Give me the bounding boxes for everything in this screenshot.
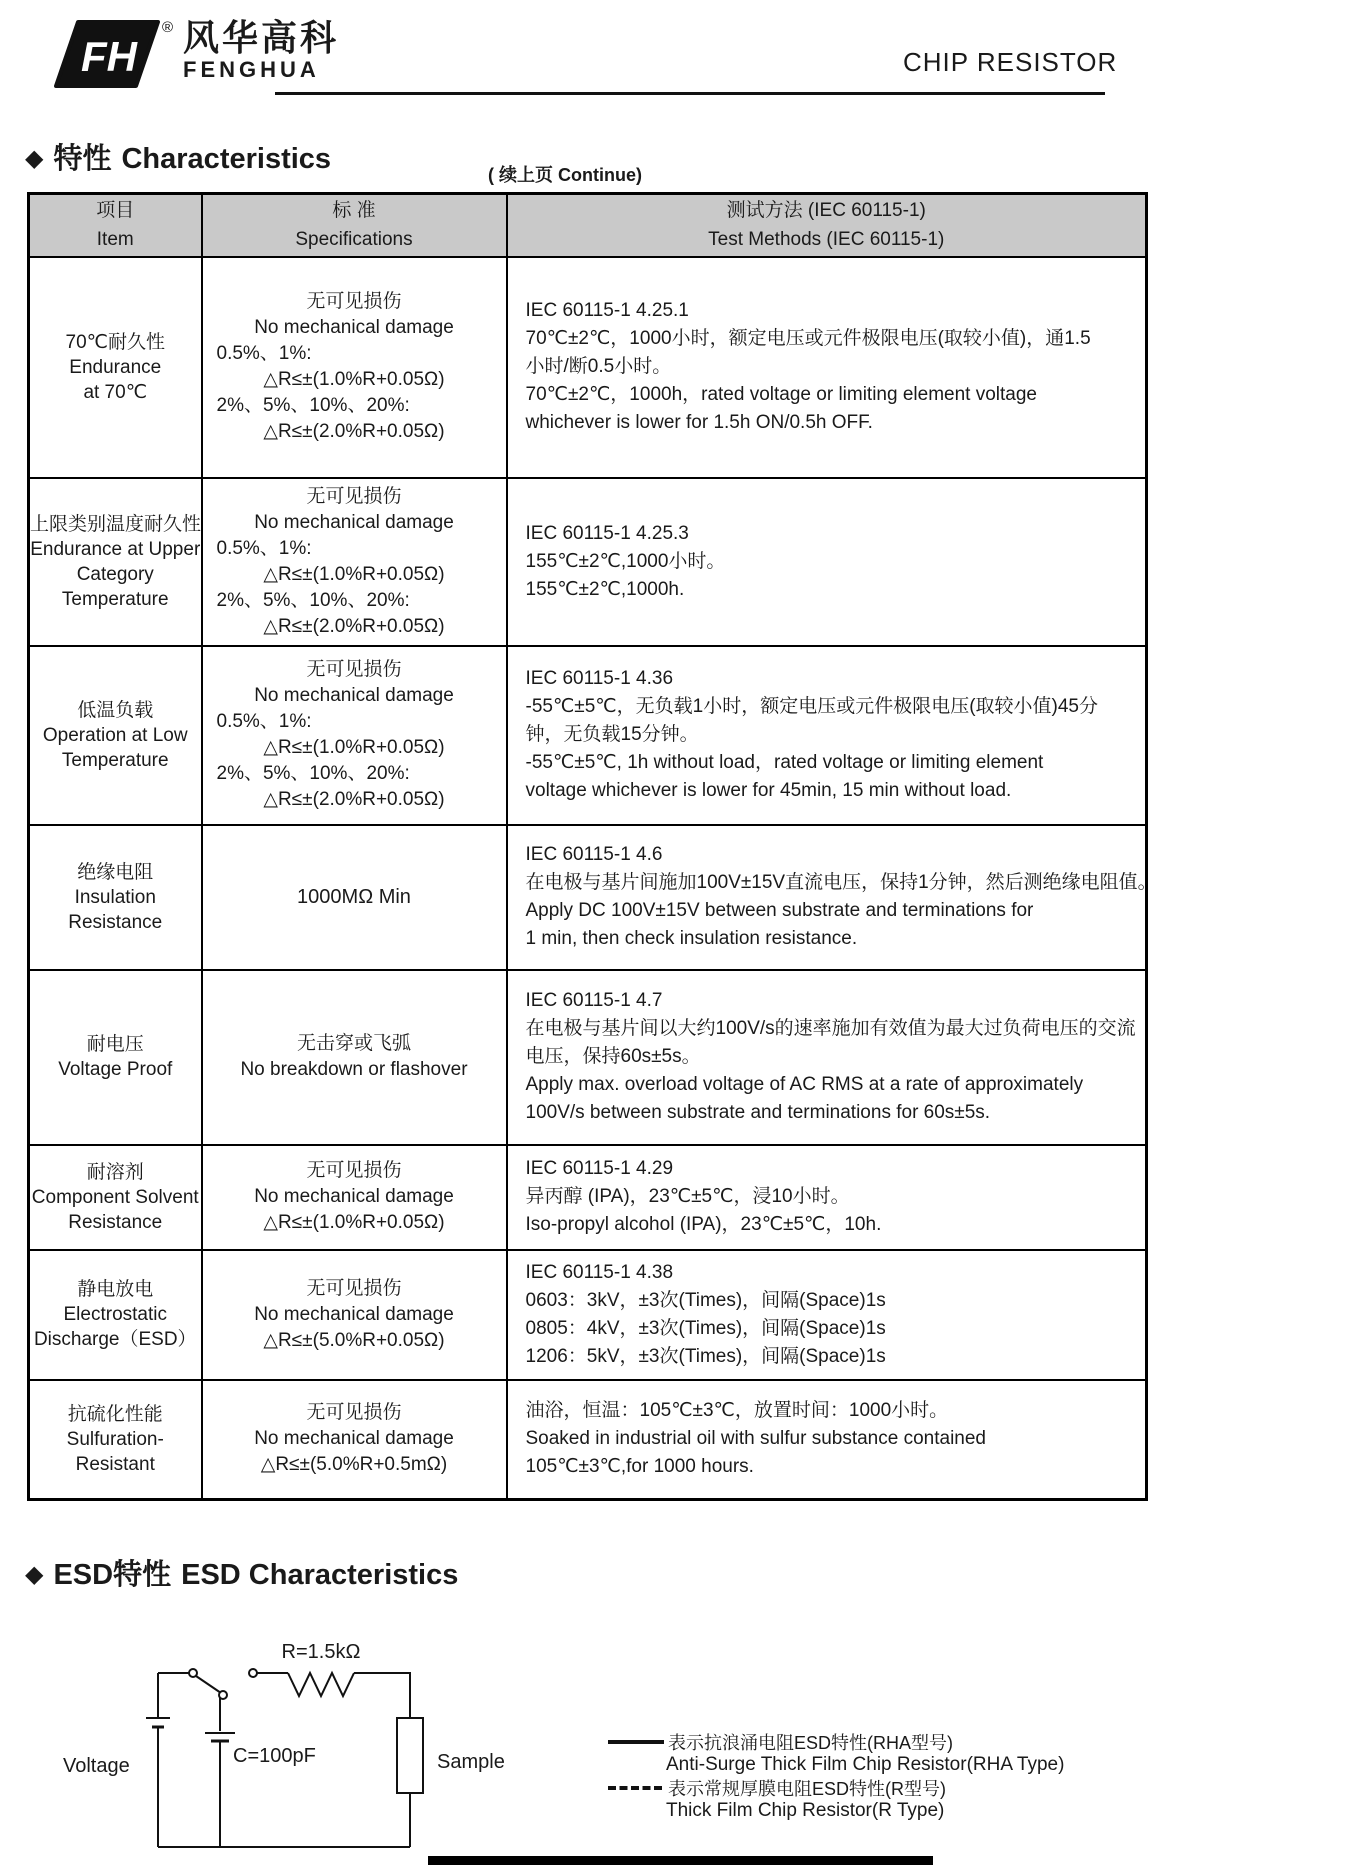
legend-row-dashed <box>608 1776 1168 1799</box>
text-line: 70℃耐久性 <box>65 331 165 353</box>
legend-row-solid-en <box>608 1753 1168 1776</box>
text-line: △R≤±(2.0%R+0.05Ω) <box>263 789 445 810</box>
test-cell <box>507 825 1157 970</box>
table-row <box>29 970 1147 1145</box>
text-line: △R≤±(1.0%R+0.05Ω) <box>263 737 445 758</box>
text-line: 1000MΩ Min <box>297 886 411 908</box>
text-line: Temperature <box>61 588 169 610</box>
test-cell <box>507 478 1147 646</box>
diamond-bullet-icon: ◆ <box>25 145 44 172</box>
text-line: 2%、5%、10%、20%: <box>216 763 410 784</box>
registered-mark-icon: ® <box>162 19 174 36</box>
text-line: △R≤±(1.0%R+0.05Ω) <box>263 563 445 585</box>
text-line: 70℃±2℃，1000h，rated voltage or limiting element voltage <box>525 384 1037 405</box>
brand-name-cn: 风华高科 <box>183 17 340 58</box>
text-line: No mechanical damage <box>254 1186 454 1207</box>
text-line: 在电极与基片间施加100V±15V直流电压，保持1分钟，然后测绝缘电阻值。 <box>525 872 1157 893</box>
text-line: Apply DC 100V±15V between substrate and terminations for <box>525 900 1034 921</box>
legend-row-solid <box>608 1730 1168 1753</box>
resistor-terminal <box>249 1669 257 1677</box>
text-line: △R≤±(1.0%R+0.05Ω) <box>263 1212 445 1233</box>
text-line: Voltage Proof <box>58 1059 173 1080</box>
legend-row-dashed-en <box>608 1799 1168 1822</box>
text-line: Endurance at Upper <box>30 538 201 560</box>
switch-contact <box>219 1691 227 1699</box>
text-line: Iso-propyl alcohol (IPA)，23℃±5℃，10h. <box>525 1214 882 1235</box>
spec-cell <box>202 1250 507 1380</box>
voltage-label: Voltage <box>63 1755 130 1777</box>
text-line: Component Solvent <box>31 1186 199 1208</box>
text-line: Test Methods (IEC 60115-1) <box>708 229 945 251</box>
section-title-en: Characteristics <box>121 143 332 175</box>
spec-cell <box>202 825 507 970</box>
text-line: △R≤±(2.0%R+0.05Ω) <box>263 615 445 637</box>
text-line: 低温负载 <box>77 699 154 721</box>
text-line: 小时/断0.5小时。 <box>525 356 672 377</box>
esd-section-title <box>25 1552 458 1593</box>
test-cell <box>507 257 1147 478</box>
test-cell <box>507 646 1147 825</box>
text-line: Apply max. overload voltage of AC RMS at a rate of approximately <box>525 1074 1084 1095</box>
sample-box <box>397 1718 423 1793</box>
text-line: Electrostatic <box>63 1304 167 1325</box>
text-line: △R≤±(2.0%R+0.05Ω) <box>263 421 445 442</box>
text-line: 标 准 <box>332 200 376 222</box>
text-line: 0603：3kV，±3次(Times)，间隔(Space)1s <box>525 1289 886 1311</box>
text-line: Resistant <box>75 1453 155 1475</box>
text-line: No mechanical damage <box>254 685 454 706</box>
characteristics-section-title <box>25 136 331 177</box>
continue-note: ( 续上页 Continue) <box>488 165 642 185</box>
test-cell <box>507 970 1147 1145</box>
text-line: 1206：5kV，±3次(Times)，间隔(Space)1s <box>525 1345 886 1367</box>
text-line: △R≤±(5.0%R+0.05Ω) <box>263 1329 445 1351</box>
text-line: -55℃±5℃, 1h without load，rated voltage or limiting element <box>525 752 1044 773</box>
legend-text-en: Thick Film Chip Resistor(R Type) <box>666 1799 945 1821</box>
text-line: IEC 60115-1 4.36 <box>525 668 674 689</box>
section-title-cn: 特性 <box>53 143 112 175</box>
text-line: Category <box>76 563 154 585</box>
text-line: IEC 60115-1 4.25.1 <box>525 300 689 321</box>
text-line: No mechanical damage <box>254 317 454 338</box>
text-line: 钟，无负载15分钟。 <box>525 724 699 745</box>
text-line: 异丙醇 (IPA)，23℃±5℃，浸10小时。 <box>525 1186 850 1207</box>
brand-block <box>183 17 340 82</box>
table-row <box>29 1250 1147 1380</box>
text-line: △R≤±(1.0%R+0.05Ω) <box>263 369 445 390</box>
text-line: 抗硫化性能 <box>67 1403 163 1425</box>
text-line: Specifications <box>295 229 413 251</box>
text-line: 项目 <box>96 200 135 222</box>
esd-test-circuit-diagram <box>55 1638 515 1862</box>
text-line: whichever is lower for 1.5h ON/0.5h OFF. <box>525 412 873 433</box>
item-cell <box>29 970 202 1145</box>
text-line: 0.5%、1%: <box>216 711 312 732</box>
text-line: △R≤±(5.0%R+0.5mΩ) <box>260 1454 448 1476</box>
text-line: No mechanical damage <box>254 1428 454 1450</box>
legend-text-cn: 表示常规厚膜电阻ESD特性(R型号) <box>668 1778 946 1799</box>
footer-bar <box>428 1856 933 1865</box>
text-line: Soaked in industrial oil with sulfur substance contained <box>525 1428 986 1450</box>
text-line: 无可见损伤 <box>306 291 402 312</box>
text-line: Sulfuration- <box>66 1428 164 1450</box>
table-row <box>29 1145 1147 1250</box>
table-row <box>29 257 1147 478</box>
text-line: Temperature <box>61 749 169 771</box>
item-cell <box>29 825 202 970</box>
text-line: 在电极与基片间以大约100V/s的速率施加有效值为最大过负荷电压的交流 <box>525 1018 1136 1039</box>
col-header-item <box>29 194 202 257</box>
text-line: 测试方法 (IEC 60115-1) <box>726 200 926 222</box>
text-line: Resistance <box>68 1211 163 1233</box>
esd-title-cn: ESD特性 <box>53 1559 172 1591</box>
text-line: 0.5%、1%: <box>216 537 312 559</box>
text-line: 油浴，恒温：105℃±3℃，放置时间：1000小时。 <box>525 1400 949 1422</box>
table-row <box>29 646 1147 825</box>
text-line: Insulation <box>74 886 156 908</box>
text-line: Item <box>96 229 134 251</box>
text-line: 1 min, then check insulation resistance. <box>525 928 858 949</box>
text-line: voltage whichever is lower for 45min, 15 min without load. <box>525 780 1012 801</box>
text-line: 耐电压 <box>86 1034 144 1055</box>
text-line: No breakdown or flashover <box>240 1059 468 1080</box>
text-line: 静电放电 <box>77 1279 154 1300</box>
header-divider <box>275 92 1105 95</box>
text-line: 105℃±3℃,for 1000 hours. <box>525 1456 754 1478</box>
table-row <box>29 1380 1147 1500</box>
switch-contact <box>189 1669 197 1677</box>
text-line: 70℃±2℃，1000小时，额定电压或元件极限电压(取较小值)，通1.5 <box>525 328 1091 349</box>
spec-cell <box>202 478 507 646</box>
text-line: IEC 60115-1 4.29 <box>525 1158 674 1179</box>
col-header-test <box>507 194 1147 257</box>
legend-text-en: Anti-Surge Thick Film Chip Resistor(RHA Type) <box>666 1753 1065 1775</box>
spec-cell <box>202 1380 507 1500</box>
item-cell <box>29 646 202 825</box>
capacitor-label: C=100pF <box>233 1745 316 1767</box>
text-line: 155℃±2℃,1000小时。 <box>525 550 726 572</box>
text-line: No mechanical damage <box>254 1303 454 1325</box>
text-line: 2%、5%、10%、20%: <box>216 589 410 611</box>
test-cell <box>507 1145 1147 1250</box>
fenghua-logo <box>52 16 178 92</box>
text-line: IEC 60115-1 4.25.3 <box>525 522 689 544</box>
text-line: 2%、5%、10%、20%: <box>216 395 410 416</box>
brand-name-en: FENGHUA <box>183 57 320 82</box>
resistor-zigzag <box>288 1673 354 1696</box>
text-line: 0805：4kV，±3次(Times)，间隔(Space)1s <box>525 1317 886 1339</box>
text-line: IEC 60115-1 4.7 <box>525 990 663 1011</box>
circuit-wire <box>354 1673 410 1718</box>
test-cell <box>507 1250 1147 1380</box>
item-cell <box>29 1145 202 1250</box>
text-line: 无可见损伤 <box>306 485 402 507</box>
legend-text-cn: 表示抗浪涌电阻ESD特性(RHA型号) <box>668 1732 954 1753</box>
text-line: 155℃±2℃,1000h. <box>525 578 685 600</box>
text-line: Resistance <box>68 911 163 933</box>
spec-cell <box>202 1145 507 1250</box>
diamond-bullet-icon: ◆ <box>25 1561 44 1588</box>
text-line: 耐溶剂 <box>86 1161 144 1183</box>
spec-cell <box>202 970 507 1145</box>
text-line: IEC 60115-1 4.38 <box>525 1261 674 1283</box>
text-line: 上限类别温度耐久性 <box>30 513 202 535</box>
col-header-spec <box>202 194 507 257</box>
resistor-label: R=1.5kΩ <box>281 1641 361 1663</box>
item-cell <box>29 478 202 646</box>
item-cell <box>29 1380 202 1500</box>
test-cell <box>507 1380 1147 1500</box>
table-header-row <box>29 194 1147 257</box>
text-line: 绝缘电阻 <box>77 861 154 883</box>
text-line: 100V/s between substrate and terminations for 60s±5s. <box>525 1102 991 1123</box>
spec-cell <box>202 646 507 825</box>
document-title: CHIP RESISTOR <box>903 47 1118 77</box>
sample-label: Sample <box>437 1751 505 1773</box>
text-line: Discharge（ESD） <box>33 1329 197 1350</box>
switch-blade <box>196 1676 221 1693</box>
solid-line-sample-icon <box>608 1740 664 1744</box>
text-line: 电压，保持60s±5s。 <box>525 1046 701 1067</box>
table-row <box>29 825 1147 970</box>
item-cell <box>29 257 202 478</box>
text-line: No mechanical damage <box>254 511 454 533</box>
characteristics-table <box>27 192 1157 1501</box>
text-line: 无可见损伤 <box>306 1402 402 1424</box>
esd-legend <box>608 1730 1168 1822</box>
text-line: Operation at Low <box>42 724 188 746</box>
text-line: -55℃±5℃，无负载1小时，额定电压或元件极限电压(取较小值)45分 <box>525 696 1098 717</box>
text-line: 0.5%、1%: <box>216 343 312 364</box>
table-row <box>29 478 1147 646</box>
text-line: at 70℃ <box>83 381 148 403</box>
esd-title-en: ESD Characteristics <box>181 1559 459 1591</box>
dashed-line-sample-icon <box>608 1786 662 1790</box>
text-line: Endurance <box>69 356 162 378</box>
text-line: 无击穿或飞弧 <box>296 1033 411 1054</box>
logo-monogram: FH <box>81 33 137 80</box>
item-cell <box>29 1250 202 1380</box>
text-line: 无可见损伤 <box>306 659 402 680</box>
text-line: 无可见损伤 <box>306 1160 402 1181</box>
text-line: 无可见损伤 <box>306 1277 402 1299</box>
text-line: IEC 60115-1 4.6 <box>525 844 663 865</box>
spec-cell <box>202 257 507 478</box>
